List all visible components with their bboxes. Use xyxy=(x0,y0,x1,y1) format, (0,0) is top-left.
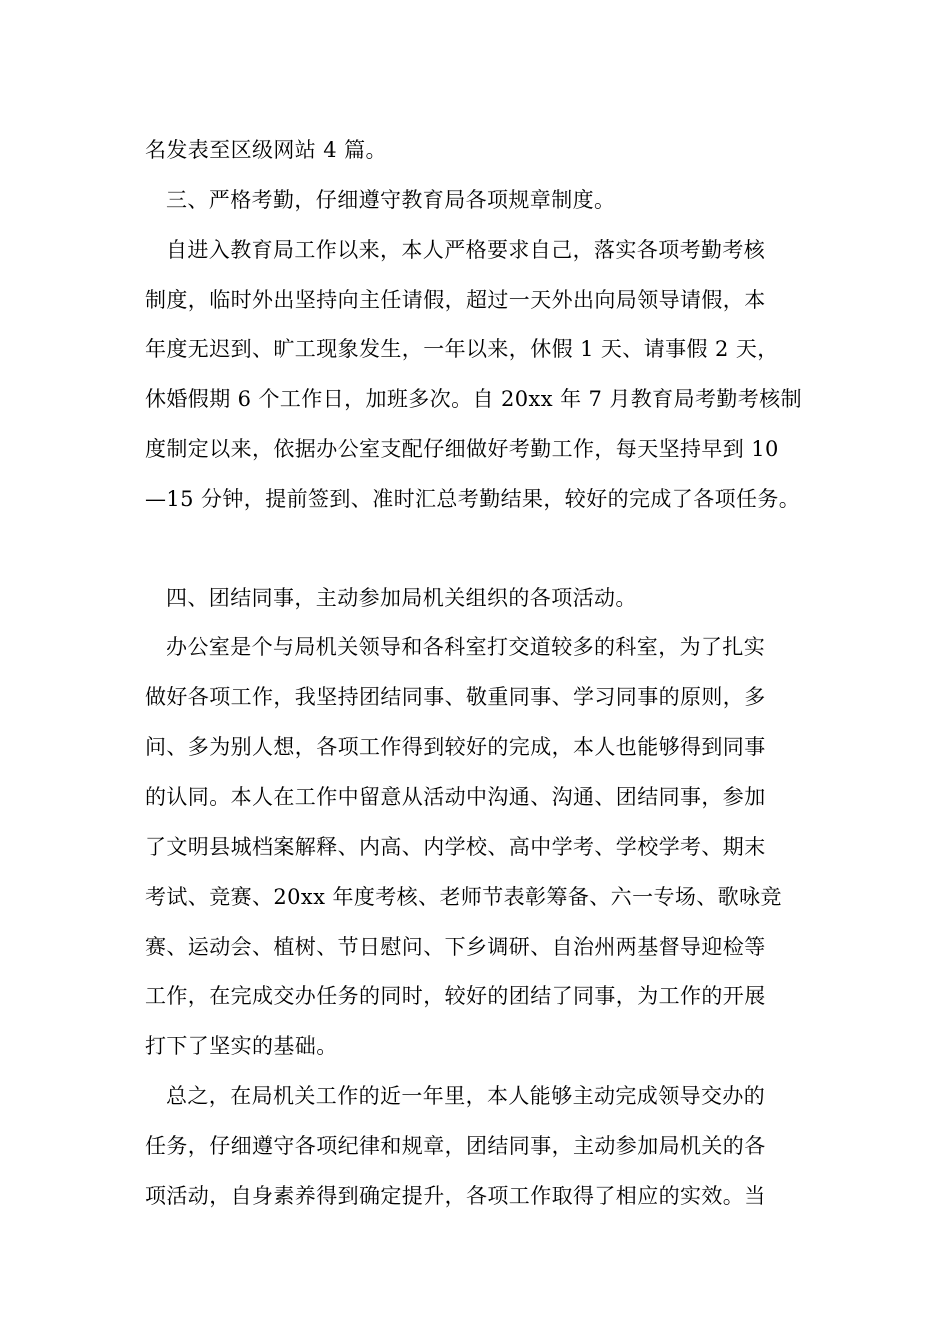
text-line: 的认同。本人在工作中留意从活动中沟通、沟通、团结同事，参加 xyxy=(145,785,766,809)
text-line: 问、多为别人想，各项工作得到较好的完成，本人也能够得到同事 xyxy=(145,735,766,759)
text-line: 名发表至区级网站 4 篇。 xyxy=(145,138,387,162)
text-line: 度制定以来，依据办公室支配仔细做好考勤工作，每天坚持早到 10 xyxy=(145,437,779,461)
text-line: 了文明县城档案解释、内高、内学校、高中学考、学校学考、期末 xyxy=(145,835,766,859)
text-line: 总之，在局机关工作的近一年里，本人能够主动完成领导交办的 xyxy=(166,1084,766,1108)
text-line: 工作，在完成交办任务的同时，较好的团结了同事，为工作的开展 xyxy=(145,984,766,1008)
text-line: 制度，临时外出坚持向主任请假，超过一天外出向局领导请假，本 xyxy=(145,288,766,312)
text-line: 办公室是个与局机关领导和各科室打交道较多的科室，为了扎实 xyxy=(166,635,766,659)
text-line: 项活动，自身素养得到确定提升，各项工作取得了相应的实效。当 xyxy=(145,1184,766,1208)
text-line: 打下了坚实的基础。 xyxy=(145,1034,338,1058)
section-heading: 四、团结同事，主动参加局机关组织的各项活动。 xyxy=(166,586,637,610)
text-line: 任务，仔细遵守各项纪律和规章，团结同事，主动参加局机关的各 xyxy=(145,1134,766,1158)
text-line: —15 分钟，提前签到、准时汇总考勤结果，较好的完成了各项任务。 xyxy=(145,487,801,511)
text-line: 赛、运动会、植树、节日慰问、下乡调研、自治州两基督导迎检等 xyxy=(145,935,766,959)
text-line: 年度无迟到、旷工现象发生，一年以来，休假 1 天、请事假 2 天， xyxy=(145,337,779,361)
text-line: 自进入教育局工作以来，本人严格要求自己，落实各项考勤考核 xyxy=(166,238,766,262)
section-heading: 三、严格考勤，仔细遵守教育局各项规章制度。 xyxy=(166,188,616,212)
text-line: 做好各项工作，我坚持团结同事、敬重同事、学习同事的原则，多 xyxy=(145,685,766,709)
text-line: 考试、竞赛、20xx 年度考核、老师节表彰筹备、六一专场、歌咏竞 xyxy=(145,885,782,909)
text-line: 休婚假期 6 个工作日，加班多次。自 20xx 年 7 月教育局考勤考核制 xyxy=(145,387,802,411)
